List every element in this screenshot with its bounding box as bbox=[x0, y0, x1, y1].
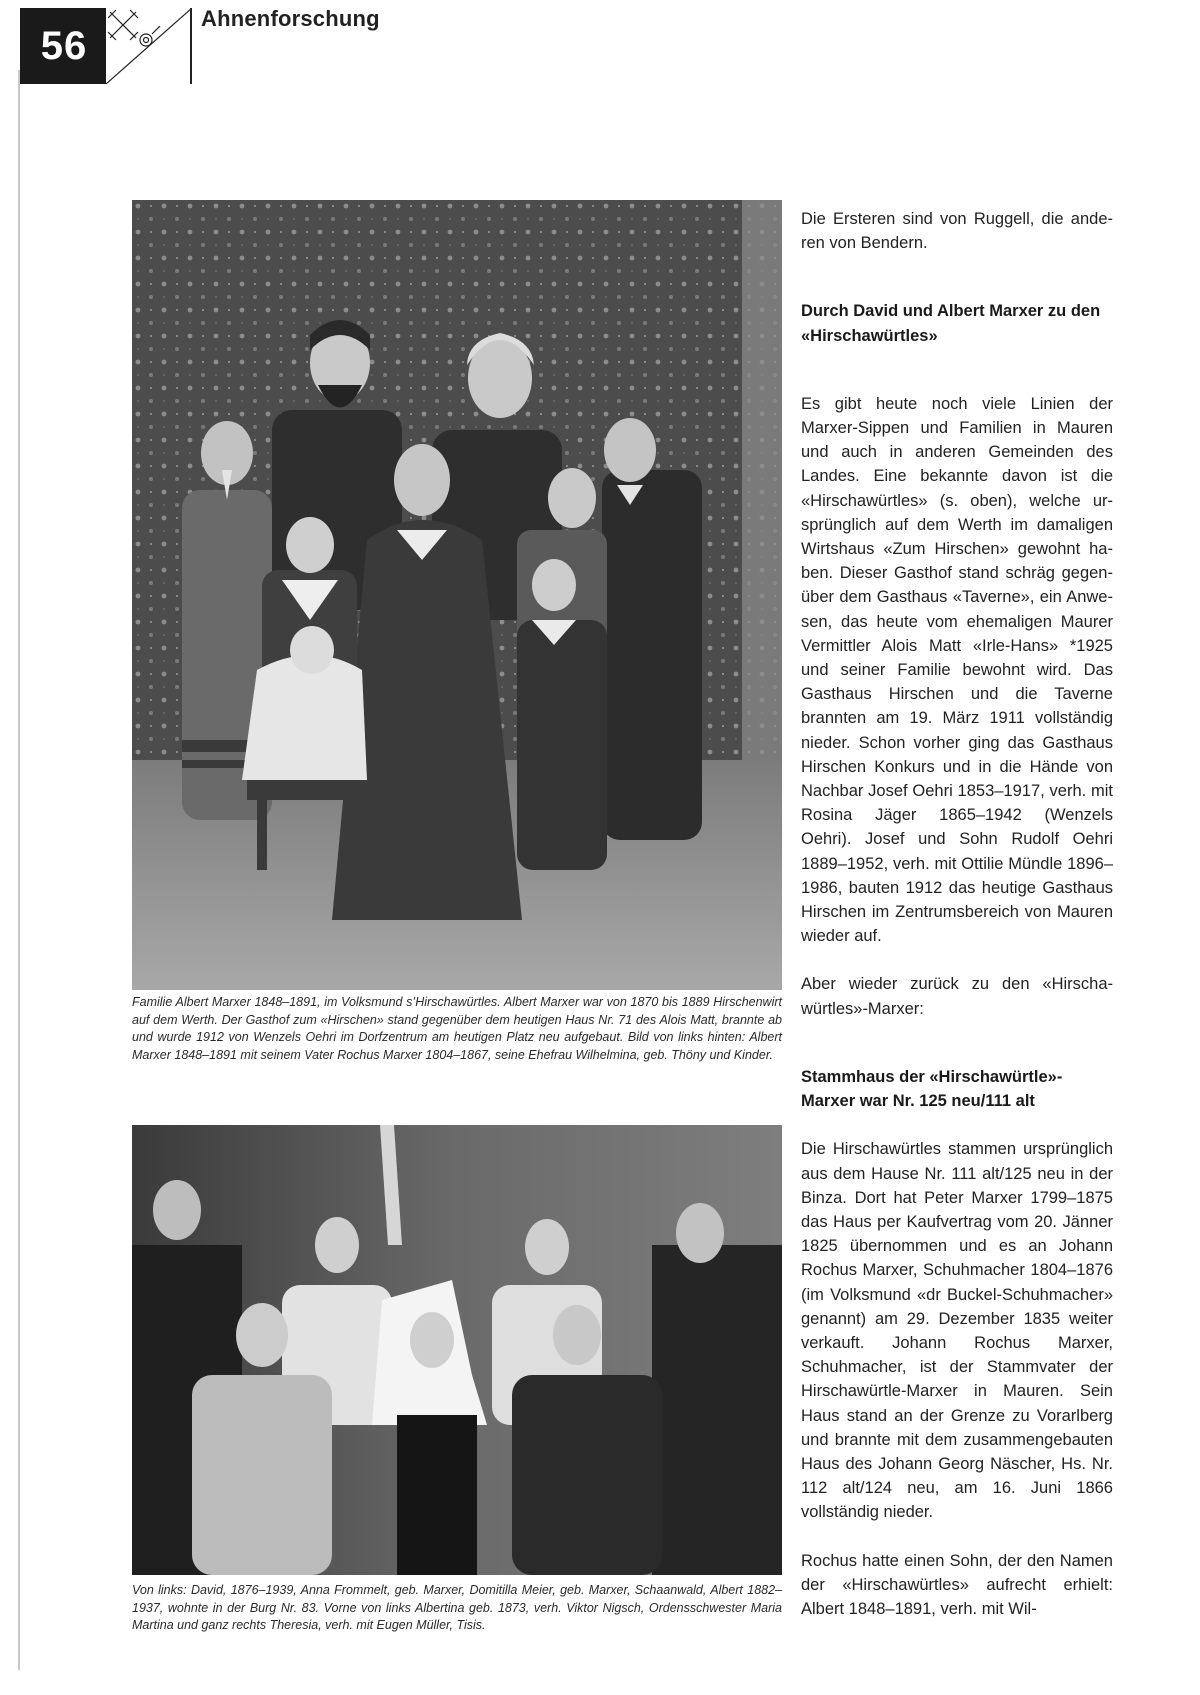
page-number: 56 bbox=[20, 8, 108, 84]
paragraph-rochus-son: Rochus hatte einen Sohn, der den Namen der «Hirschawürtles» aufrecht erhielt: Albert 1848–1891, verh. mit Wil- bbox=[801, 1551, 1113, 1618]
page-margin-rule bbox=[18, 70, 20, 1670]
coat-of-arms-icon bbox=[106, 8, 192, 84]
paragraph-stammhaus: Die Hirschawürtles stammen ursprünglich aus dem Hause Nr. 111 alt/125 neu in der Binza. Dort hat Peter Marxer 1799–1875 das Haus per Kaufvertrag vom 20. Jänner 1825 übernommen und es an Johann Rochus Marxer, Schuhmacher 1804–1876 (im Volksmund «dr Buckel-Schuhmacher» genannt) am 29. Dezember 1835 weiter verkauft. Johann Rochus Marxer, Schuhmacher, ist der Stammvater der Hirschawürtle-Marxer in Mauren. Sein Haus stand an der Grenze zu Vorarlberg und brannte mit dem zusammengebauten Haus des Johann Georg Näscher, Hs. Nr. 112 alt/124 neu, am 16. Juni 1866 vollständig nieder. bbox=[801, 1140, 1113, 1522]
article-column bbox=[801, 207, 1113, 1621]
header-divider bbox=[190, 8, 192, 84]
subheading-david-albert: Durch David und Albert Marxer zu den «Hirschawürtles» bbox=[801, 302, 1101, 345]
paragraph-return: Aber wieder zurück zu den «Hirschawürtles»-Marxer: bbox=[801, 975, 1113, 1018]
paragraph-hirschawurtles-history: Es gibt heute noch viele Linien der Marxer-Sippen und Familien in Mauren und auch in anderen Gemeinden des Landes. Eine bekannte davon ist die «Hirschawürtles» (s. oben), welche ursprünglich auf dem Werth im damaligen Wirtshaus «Zum Hirschen» gewohnt haben. Dieser Gasthof stand schräg gegenüber dem Gasthaus «Taverne», ein Anwesen, das heute vom ehemaligen Maurer Vermittler Alois Matt «Irle-Hans» *1925 und seiner Familie bewohnt wird. Das Gasthaus Hirschen und die Taverne brannten am 19. März 1911 vollständig nieder. Schon vorher ging das Gasthaus Hirschen Konkurs und in die Hände von Nachbar Josef Oehri 1853–1917, verh. mit Rosina Jäger 1865–1942 (Wenzels Oehri). Josef und Sohn Rudolf Oehri 1889–1952, verh. mit Ottilie Mündle 1896–1986, bauten 1912 das heutige Gasthaus Hirschen im Zentrumsbereich von Mauren wieder auf. bbox=[801, 394, 1113, 946]
figure-1-caption: Familie Albert Marxer 1848–1891, im Volksmund s’Hirschawürtles. Albert Marxer war von 1870 bis 1889 Hirschenwirt auf dem Werth. Der Gasthof zum «Hirschen» stand gegenüber dem heutigen Haus Nr. 71 des Alois Matt, brannte ab und wurde 1912 von Wenzels Oehri im Dorfzentrum am heutigen Platz neu aufgebaut. Bild von links hinten: Albert Marxer 1848–1891 mit seinem Vater Rochus Marxer 1804–1867, seine Ehefrau Wilhelmina, geb. Thöny und Kinder. bbox=[132, 995, 782, 1062]
siblings-group-photo bbox=[132, 1125, 782, 1575]
subheading-stammhaus: Stammhaus der «Hirschawürtle»-Marxer war Nr. 125 neu/111 alt bbox=[801, 1067, 1063, 1111]
intro-paragraph: Die Ersteren sind von Ruggell, die anderen von Bendern. bbox=[801, 210, 1113, 253]
figure-2-caption: Von links: David, 1876–1939, Anna Frommelt, geb. Marxer, Domitilla Meier, geb. Marxer, Schaanwald, Albert 1882–1937, wohnte in der Burg Nr. 83. Vorne von links Albertina geb. 1873, verh. Viktor Nigsch, Ordensschwester Maria Martina und ganz rechts Theresia, verh. mit Eugen Müller, Tisis. bbox=[132, 1583, 782, 1632]
family-portrait-photo bbox=[132, 200, 782, 990]
section-title: Ahnenforschung bbox=[201, 6, 380, 31]
